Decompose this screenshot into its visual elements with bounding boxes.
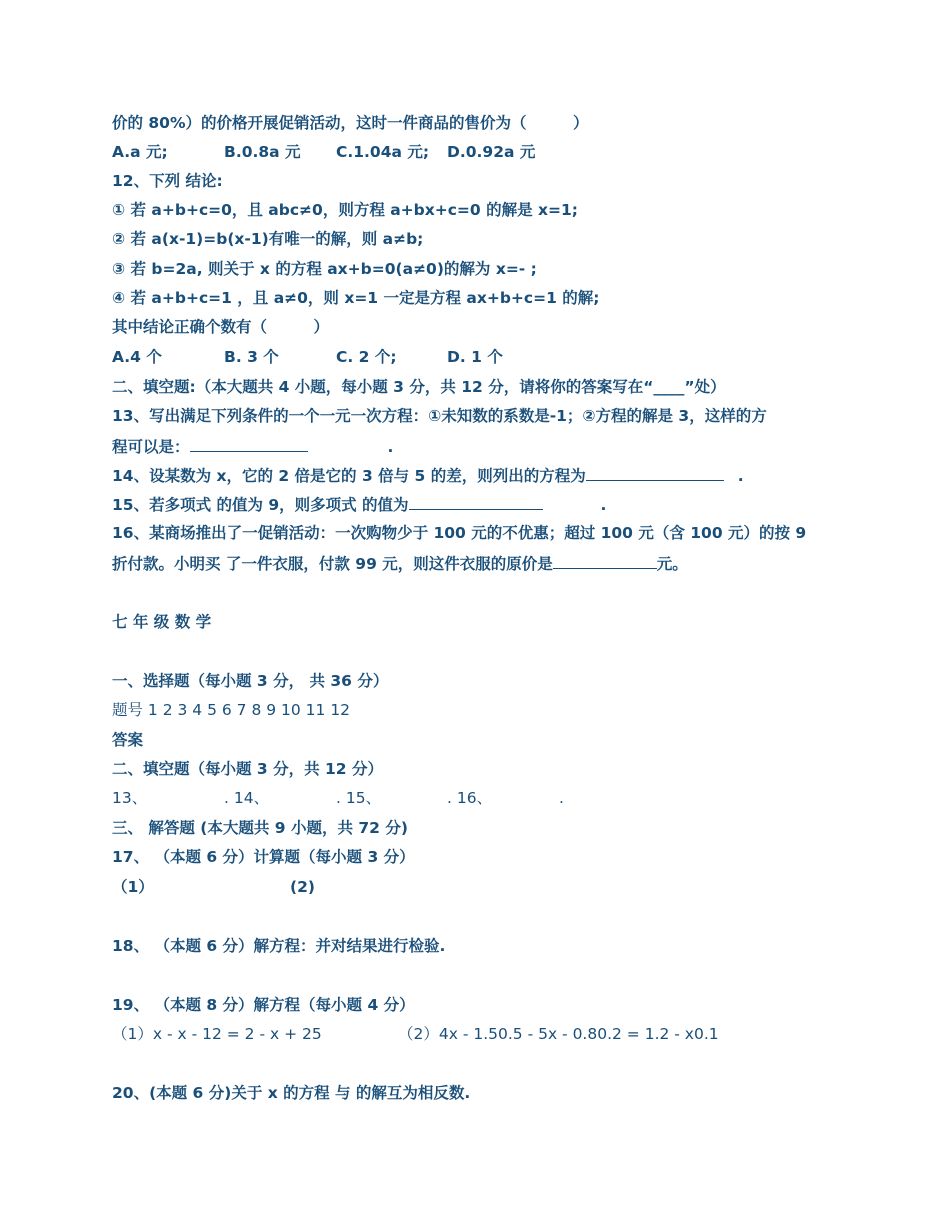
- question-14: 14、设某数为 x，它的 2 倍是它的 3 倍与 5 的差，则列出的方程为 .: [112, 467, 744, 485]
- question-17-parts: （1） (2): [112, 878, 315, 896]
- equation-1: （1）x - x - 12 = 2 - x + 25: [112, 1025, 322, 1043]
- option-a: A.4 个: [112, 348, 162, 366]
- question-19-heading: 19、 （本题 8 分）解方程（每小题 4 分）: [112, 996, 415, 1014]
- question-17-heading: 17、 （本题 6 分）计算题（每小题 3 分）: [112, 848, 415, 866]
- question-20: 20、(本题 6 分)关于 x 的方程 与 的解互为相反数.: [112, 1084, 471, 1102]
- question-13: 13、写出满足下列条件的一个一元一次方程：①未知数的系数是-1；②方程的解是 3，这样的方: [112, 407, 767, 425]
- question-11-continuation: 价的 80%）的价格开展促销活动，这时一件商品的售价为（ ）: [112, 114, 589, 132]
- conclusion-3: ③ 若 b=2a, 则关于 x 的方程 ax+b=0(a≠0)的解为 x=- ;: [112, 260, 537, 278]
- conclusion-2: ② 若 a(x-1)=b(x-1)有唯一的解，则 a≠b;: [112, 230, 424, 248]
- answer-blank: [553, 553, 657, 569]
- question-16-continued: 折付款。小明买 了一件衣服，付款 99 元，则这件衣服的原价是 元。: [112, 555, 688, 573]
- answer-sheet-section-2: 二、填空题（每小题 3 分，共 12 分）: [112, 760, 383, 778]
- question-number-row: 题号 1 2 3 4 5 6 7 8 9 10 11 12: [112, 701, 351, 719]
- option-d: D. 1 个: [447, 348, 503, 366]
- question-15: 15、若多项式 的值为 9，则多项式 的值为 .: [112, 496, 607, 514]
- question-12-prompt: 其中结论正确个数有（ ）: [112, 318, 330, 336]
- answer-blank: [409, 494, 543, 510]
- fill-in-answer-row: 13、 . 14、 . 15、 . 16、 .: [112, 789, 564, 807]
- conclusion-1: ① 若 a+b+c=0，且 abc≠0，则方程 a+bx+c=0 的解是 x=1;: [112, 201, 578, 219]
- answer-blank: [586, 465, 724, 481]
- answer-sheet-title: 七 年 级 数 学: [112, 613, 212, 631]
- question-13-continued: 程可以是： .: [112, 438, 394, 456]
- answer-row-label: 答案: [112, 731, 144, 749]
- answer-blank: [190, 436, 308, 452]
- option-b: B.0.8a 元: [224, 143, 301, 161]
- section-fill-in-heading: 二、填空题:（本大题共 4 小题，每小题 3 分，共 12 分，请将你的答案写在“____”处）: [112, 378, 726, 396]
- question-11-options: [112, 142, 536, 162]
- answer-sheet-section-3: 三、 解答题 (本大题共 9 小题，共 72 分): [112, 819, 408, 837]
- question-19-equations: [112, 1024, 719, 1044]
- option-c: C. 2 个;: [336, 348, 397, 366]
- option-b: B. 3 个: [224, 348, 279, 366]
- question-12-stem: 12、下列 结论:: [112, 172, 223, 190]
- answer-sheet-section-1: 一、选择题（每小题 3 分， 共 36 分）: [112, 672, 389, 690]
- option-c: C.1.04a 元;: [336, 143, 430, 161]
- question-16: 16、某商场推出了一促销活动：一次购物少于 100 元的不优惠；超过 100 元（含 100 元）的按 9: [112, 524, 807, 542]
- option-d: D.0.92a 元: [447, 143, 536, 161]
- equation-2: （2）4x - 1.50.5 - 5x - 0.80.2 = 1.2 - x0.1: [398, 1025, 719, 1043]
- conclusion-4: ④ 若 a+b+c=1 ，且 a≠0，则 x=1 一定是方程 ax+b+c=1 的解;: [112, 289, 600, 307]
- question-12-options: [112, 347, 503, 367]
- option-a: A.a 元;: [112, 143, 168, 161]
- question-18: 18、 （本题 6 分）解方程：并对结果进行检验.: [112, 937, 446, 955]
